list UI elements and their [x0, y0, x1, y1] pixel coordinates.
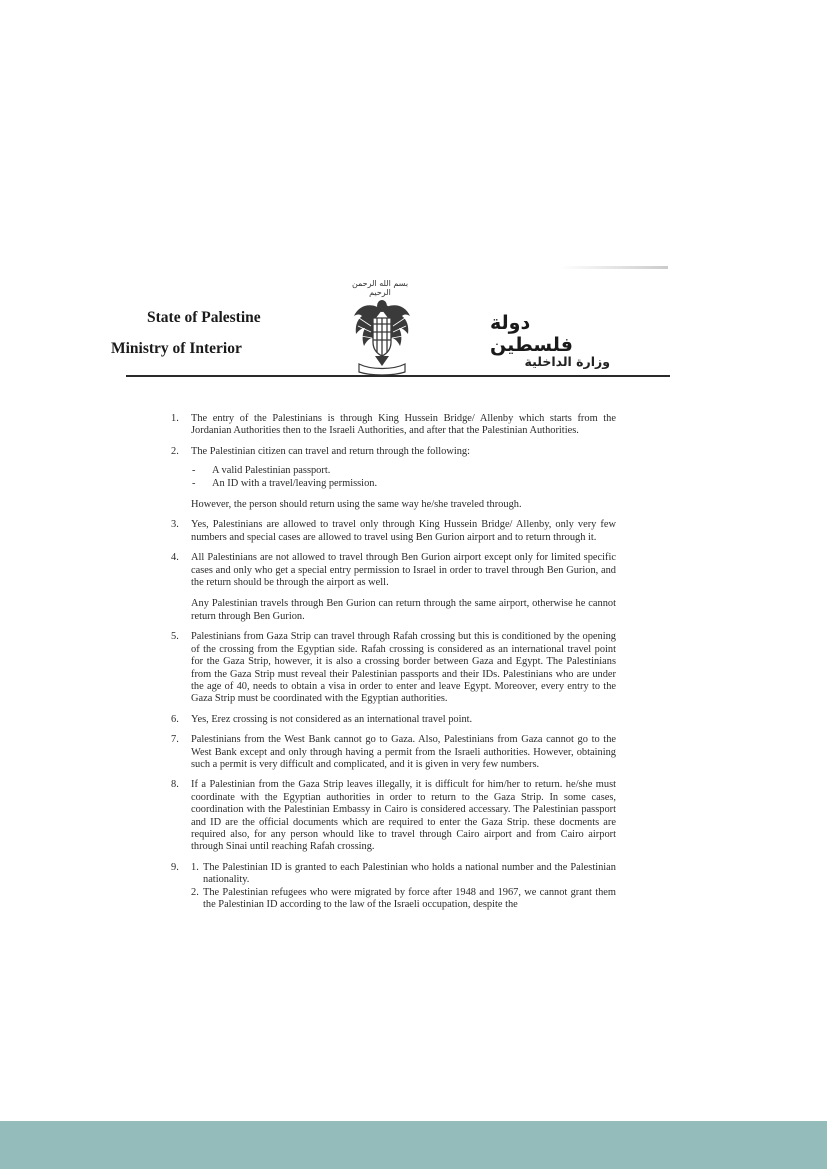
list-item — [168, 779, 616, 853]
sub-item-text: The Palestinian ID is granted to each Palestinian who holds a national number and the Palestinian nationality. — [203, 861, 616, 886]
item-text: If a Palestinian from the Gaza Strip leaves illegally, it is difficult for him/her to return. he/she must coordinate with the Egyptian authorities in order to return to the Gaza Strip. In some cases, coordination with the Palestinian Embassy in Cairo is considered accessary. The Palestinian passport and ID are the official documents which are required to enter the Gaza Strip. these docments are required also, for any person whould like to travel through Cairo airport and from Cairo airport through Sinai until reaching Rafah crossing. — [191, 779, 616, 853]
state-name-english: State of Palestine — [147, 309, 261, 326]
list-item — [168, 714, 616, 726]
item-number: 6. — [171, 713, 179, 725]
item-number: 8. — [171, 779, 179, 791]
list-item — [168, 631, 616, 705]
list-item — [168, 734, 616, 771]
sub-item-number: 2. — [191, 886, 199, 898]
list-item — [168, 552, 616, 623]
document-body — [168, 413, 616, 919]
item-note: However, the person should return using the same way he/she traveled through. — [191, 499, 522, 511]
item-number: 4. — [171, 552, 179, 564]
item-number: 3. — [171, 519, 179, 531]
item-number: 5. — [171, 631, 179, 643]
footer-band — [0, 1121, 827, 1169]
palestine-eagle-emblem-icon — [351, 292, 413, 376]
requirement-bullet: - A valid Palestinian passport. — [191, 465, 616, 477]
list-item — [168, 413, 616, 438]
item-text: Yes, Erez crossing is not considered as an international travel point. — [191, 713, 473, 725]
item-number: 9. — [171, 861, 179, 873]
requirement-bullet: - An ID with a travel/leaving permission. — [191, 478, 616, 490]
requirements-list — [191, 465, 616, 490]
ministry-name-english: Ministry of Interior — [111, 340, 242, 357]
item-text: The Palestinian citizen can travel and return through the following: — [191, 445, 471, 457]
list-item — [168, 446, 616, 512]
header-divider — [126, 375, 670, 377]
item-number: 1. — [171, 413, 179, 424]
ministry-name-arabic: وزارة الداخلية — [524, 354, 610, 369]
item-number: 2. — [171, 445, 179, 457]
item-note: Any Palestinian travels through Ben Gurion can return through the same airport, otherwise he cannot return through Ben Gurion. — [191, 598, 616, 622]
state-name-arabic: دولة فلسطين — [490, 312, 573, 356]
item-text: All Palestinians are not allowed to travel through Ben Gurion airport except only for limited specific cases and only who get a special entry permission to Israel in order to travel through Ben Gurion, and the return should be through the airport as well. — [191, 552, 616, 589]
sub-item-text: The Palestinian refugees who were migrated by force after 1948 and 1967, we cannot grant them the Palestinian ID according to the law of the Israeli occupation, despite the — [203, 886, 616, 910]
item-text: Palestinians from Gaza Strip can travel through Rafah crossing but this is conditioned by the opening of the crossing from the Egyptian side. Rafah crossing is considered as an international travel point for the Gaza Strip, however, it is also a crossing border between Gaza and Egypt. The Palestinians from the Gaza Strip must reveal their Palestinian passports and their IDs. Palestinians who are under the age of 40, needs to obtain a visa in order to enter and leave Egypt. Moreover, every entry to the Gaza Strip must be coordinated with the Egyptian authorities. — [191, 631, 616, 705]
basmala-text: بسم الله الرحمن الرحيم — [351, 279, 409, 297]
item-number: 7. — [171, 734, 179, 746]
list-item — [168, 519, 616, 544]
item-text: Palestinians from the West Bank cannot go to Gaza. Also, Palestinians from Gaza cannot go to the West Bank except and only through having a permit from the Israeli authorities. However, obtaining such a permit is very difficult and complicated, and it is given in very few numbers. — [191, 734, 616, 770]
item-text: The entry of the Palestinians is through King Hussein Bridge/ Allenby which starts from the Jordanian Authorities then to the Israeli Authorities, and after that the Palestinian Authorities. — [191, 413, 616, 437]
sub-list-item — [191, 887, 616, 912]
sub-list — [191, 862, 616, 912]
sub-list-item — [191, 862, 616, 887]
list-item — [168, 862, 616, 912]
sub-item-number: 1. — [191, 861, 199, 873]
letterhead — [0, 0, 827, 390]
item-text: Yes, Palestinians are allowed to travel only through King Hussein Bridge/ Allenby, only very few numbers and special cases are allowed to travel using Ben Gurion airport and to return through it. — [191, 519, 616, 543]
